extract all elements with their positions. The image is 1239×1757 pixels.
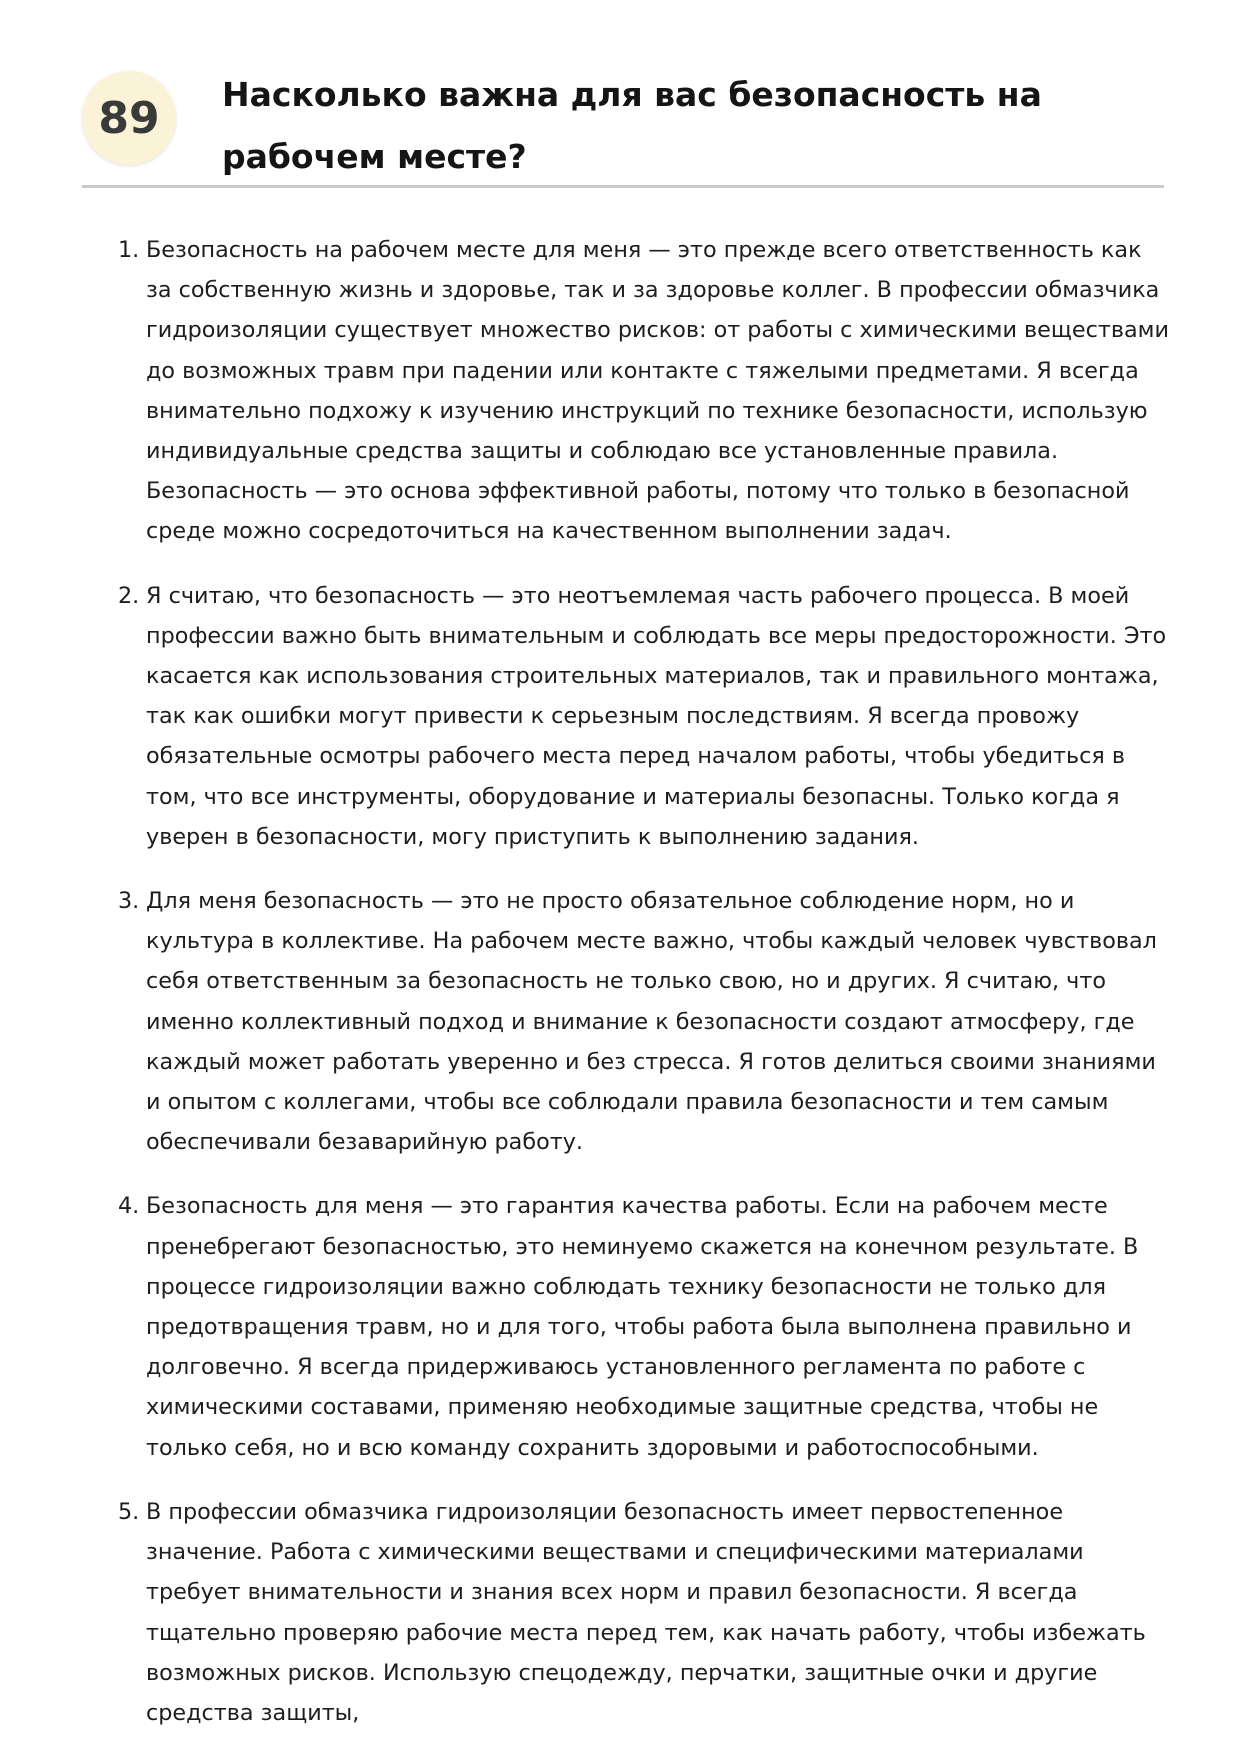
answer-number: 3.	[118, 888, 140, 915]
question-number-badge: 89	[82, 71, 176, 165]
answer-number: 5.	[118, 1498, 140, 1525]
answers-list	[118, 230, 1174, 1757]
answer-number: 4.	[118, 1193, 140, 1220]
question-header	[82, 62, 1164, 188]
answer-number: 2.	[118, 582, 140, 609]
answer-item	[118, 1186, 1174, 1467]
answer-text: Безопасность на рабочем месте для меня — это прежде всего ответственность как за собственную жизнь и здоровье, так и за здоровье коллег. В профессии обмазчика гидроизоляции существует множество рисков: от работы с химическими веществами до возможных травм при падении или контакте с тяжелыми предметами. Я всегда внимательно подхожу к изучению инструкций по технике безопасности, использую индивидуальные средства защиты и соблюдаю все установленные правила. Безопасность — это основа эффективной работы, потому что только в безопасной среде можно сосредоточиться на качественном выполнении задач.	[146, 237, 1169, 545]
answer-text: Для меня безопасность — это не просто обязательное соблюдение норм, но и культура в коллективе. На рабочем месте важно, чтобы каждый человек чувствовал себя ответственным за безопасность не только свою, но и других. Я считаю, что именно коллективный подход и внимание к безопасности создают атмосферу, где каждый может работать уверенно и без стресса. Я готов делиться своими знаниями и опытом с коллегами, чтобы все соблюдали правила безопасности и тем самым обеспечивали безаварийную работу.	[146, 888, 1157, 1156]
answer-number: 1.	[118, 237, 140, 263]
question-title: Насколько важна для вас безопасность на рабочем месте?	[222, 75, 1042, 176]
answer-item	[118, 576, 1174, 857]
answer-text: Безопасность для меня — это гарантия качества работы. Если на рабочем месте пренебрегают безопасностью, это неминуемо скажется на конечном результате. В процессе гидроизоляции важно соблюдать технику безопасности не только для предотвращения травм, но и для того, чтобы работа была выполнена правильно и долговечно. Я всегда придерживаюсь установленного регламента по работе с химическими составами, применяю необходимые защитные средства, чтобы не только себя, но и всю команду сохранить здоровыми и работоспособными.	[146, 1193, 1139, 1461]
answer-text: В профессии обмазчика гидроизоляции безопасность имеет первостепенное значение. Работа с химическими веществами и специфическими материалами требует внимательности и знания всех норм и правил безопасности. Я всегда тщательно проверяю рабочие места перед тем, как начать работу, чтобы избежать возможных рисков. Использую спецодежду, перчатки, защитные очки и другие средства защиты,	[146, 1498, 1146, 1726]
answer-item	[118, 1492, 1174, 1733]
answer-item	[118, 881, 1174, 1162]
answer-text: Я считаю, что безопасность — это неотъемлемая часть рабочего процесса. В моей профессии важно быть внимательным и соблюдать все меры предосторожности. Это касается как использования строительных материалов, так и правильного монтажа, так как ошибки могут привести к серьезным последствиям. Я всегда провожу обязательные осмотры рабочего места перед началом работы, чтобы убедиться в том, что все инструменты, оборудование и материалы безопасны. Только когда я уверен в безопасности, могу приступить к выполнению задания.	[146, 582, 1167, 850]
answer-item	[118, 230, 1174, 552]
